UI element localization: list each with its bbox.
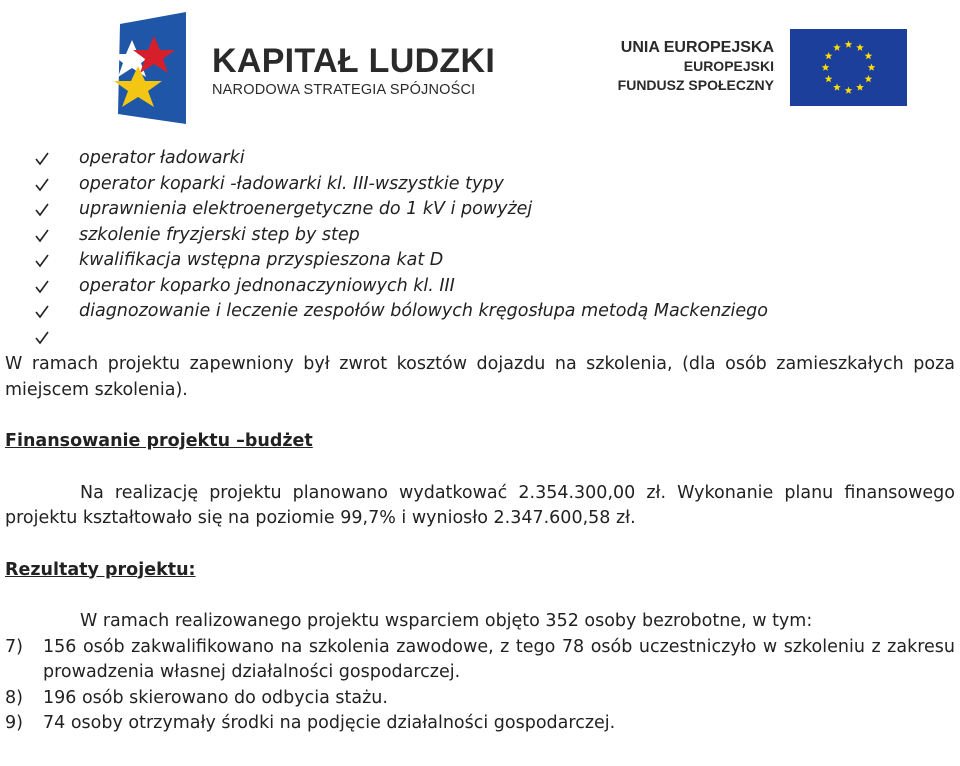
results-list <box>0 635 960 737</box>
checklist-item: operator koparko jednonaczyniowych kl. III <box>34 274 960 300</box>
checklist-item: kwalifikacja wstępna przyspieszona kat D <box>34 248 960 274</box>
checklist-item: operator ładowarki <box>34 146 960 172</box>
eu-logo-line2: EUROPEJSKI <box>683 58 774 74</box>
kapital-ludzki-title: KAPITAŁ LUDZKI <box>212 42 496 80</box>
results-heading: Rezultaty projektu: <box>5 559 196 580</box>
eu-flag-icon <box>790 29 907 106</box>
checklist-item: uprawnienia elektroenergetyczne do 1 kV i powyżej <box>34 197 960 223</box>
kapital-ludzki-logo-icon <box>108 6 188 128</box>
training-checklist <box>0 146 960 350</box>
check-icon <box>34 325 52 355</box>
kapital-ludzki-subtitle: NARODOWA STRATEGIA SPÓJNOŚCI <box>212 82 476 98</box>
checklist-item: operator koparki -ładowarki kl. III-wszystkie typy <box>34 172 960 198</box>
eu-logo-line3: FUNDUSZ SPOŁECZNY <box>617 77 774 93</box>
page-header <box>0 0 960 135</box>
results-intro: W ramach realizowanego projektu wsparciem objęto 352 osoby bezrobotne, w tym: <box>80 611 813 631</box>
results-list-item: 8) 196 osób skierowano do odbycia stażu. <box>5 687 388 708</box>
finance-heading: Finansowanie projektu –budżet <box>5 431 313 451</box>
results-list-item: 9) 74 osoby otrzymały środki na podjęcie działalności gospodarczej. <box>5 713 616 733</box>
travel-costs-paragraph: W ramach projektu zapewniony był zwrot kosztów dojazdu na szkolenia, (dla osób zamieszkałych poza miejscem szkolenia). <box>5 354 955 400</box>
eu-logo-line1: UNIA EUROPEJSKA <box>620 39 774 56</box>
document-body <box>0 146 960 737</box>
checklist-item <box>34 325 960 351</box>
finance-paragraph: Na realizację projektu planowano wydatkować 2.354.300,00 zł. Wykonanie planu finansowego projektu kształtowało się na poziomie 99,7% i wyniosło 2.347.600,58 zł. <box>5 482 955 528</box>
checklist-item: szkolenie fryzjerski step by step <box>34 223 960 249</box>
checklist-item: diagnozowanie i leczenie zespołów bólowych kręgosłupa metodą Mackenziego <box>34 299 960 325</box>
eu-logo-text <box>618 38 774 95</box>
results-list-item: 7) 156 osób zakwalifikowano na szkolenia zawodowe, z tego 78 osób uczestniczyło w szkoleniu z zakresu prowadzenia własnej działalności gospodarczej. <box>5 636 955 682</box>
